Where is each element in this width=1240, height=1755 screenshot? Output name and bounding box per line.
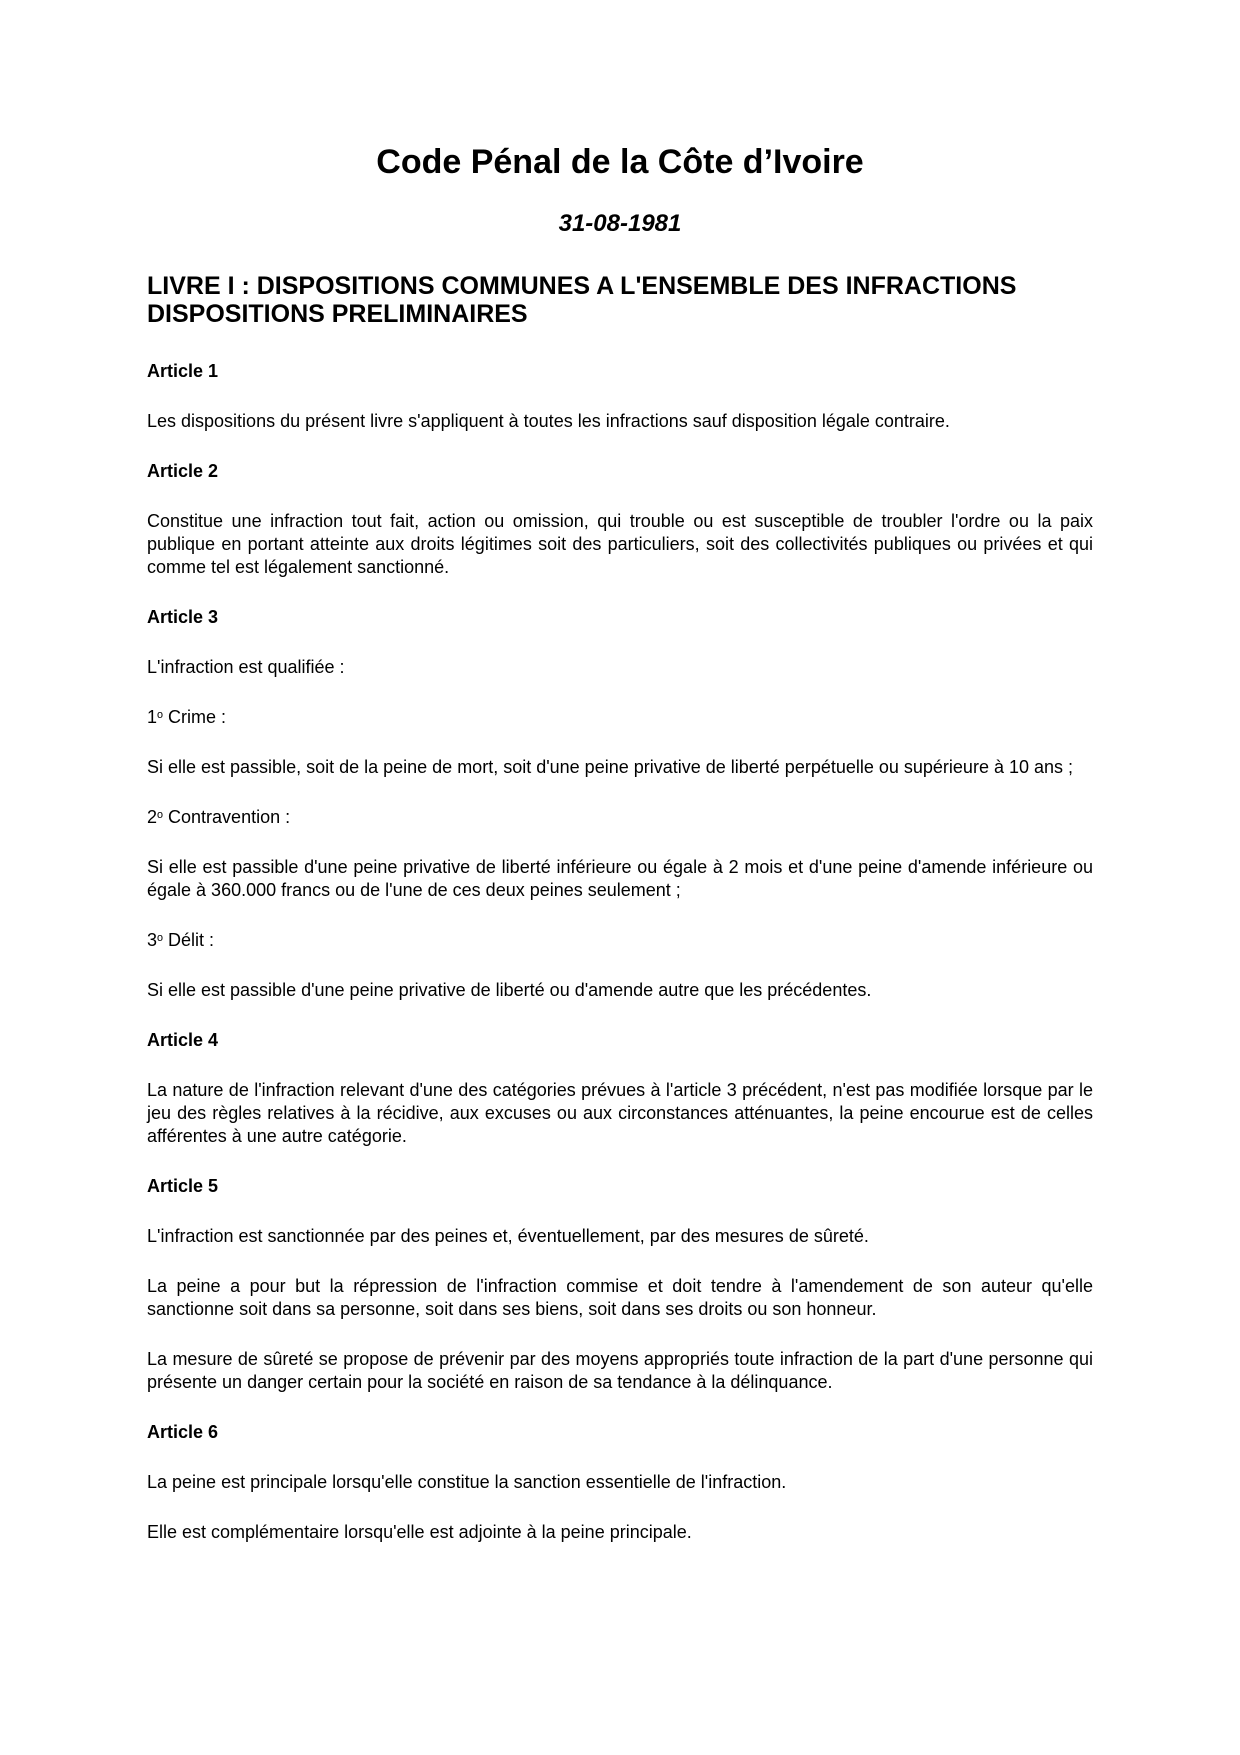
- article-5-paragraph-3: La mesure de sûreté se propose de prévenir par des moyens appropriés toute infraction de la part d'une personne qui présente un danger certain pour la société en raison de sa tendance à la délinquance.: [147, 1349, 1093, 1392]
- qualification-2-title: [147, 806, 1093, 829]
- article-3-heading: Article 3: [147, 607, 219, 627]
- qualification-1-title: [147, 706, 1093, 729]
- qualification-3-title: [147, 929, 1093, 952]
- article-3-intro: L'infraction est qualifiée :: [147, 657, 345, 677]
- book-heading-line1: LIVRE I : DISPOSITIONS COMMUNES A L'ENSEMBLE DES INFRACTIONS: [147, 272, 1017, 300]
- document-title: Code Pénal de la Côte d’Ivoire: [376, 143, 864, 181]
- article-1-heading: Article 1: [147, 361, 219, 381]
- qualification-3-number: 3: [147, 930, 158, 950]
- qualification-2-number: 2: [147, 807, 158, 827]
- qualification-3-label: Délit :: [163, 930, 215, 950]
- article-2-heading: Article 2: [147, 461, 219, 481]
- article-5-paragraph-1: L'infraction est sanctionnée par des peines et, éventuellement, par des mesures de sûreté.: [147, 1226, 869, 1246]
- qualification-3-body: Si elle est passible d'une peine privative de liberté ou d'amende autre que les précédentes.: [147, 980, 872, 1000]
- qualification-2-body: Si elle est passible d'une peine privative de liberté inférieure ou égale à 2 mois et d'une peine d'amende inférieure ou égale à 360.000 francs ou de l'une de ces deux peines seulement ;: [147, 857, 1093, 900]
- qualification-2-ordinal: o: [157, 809, 164, 822]
- qualification-1-label: Crime :: [163, 707, 227, 727]
- article-6-paragraph-1: La peine est principale lorsqu'elle constitue la sanction essentielle de l'infraction.: [147, 1472, 787, 1492]
- book-heading-line2: DISPOSITIONS PRELIMINAIRES: [147, 300, 528, 328]
- article-6-heading: Article 6: [147, 1422, 219, 1442]
- qualification-1-ordinal: o: [157, 709, 164, 722]
- qualification-1-number: 1: [147, 707, 158, 727]
- qualification-1-body: Si elle est passible, soit de la peine de mort, soit d'une peine privative de liberté perpétuelle ou supérieure à 10 ans ;: [147, 757, 1074, 777]
- document-date: 31-08-1981: [558, 210, 682, 237]
- article-5-paragraph-2: La peine a pour but la répression de l'infraction commise et doit tendre à l'amendement de son auteur qu'elle sanctionne soit dans sa personne, soit dans ses biens, soit dans ses droits ou son honneur.: [147, 1276, 1093, 1319]
- article-2-paragraph: Constitue une infraction tout fait, action ou omission, qui trouble ou est susceptible de troubler l'ordre ou la paix publique en portant atteinte aux droits légitimes soit des particuliers, soit des collectivités publiques ou privées et qui comme tel est légalement sanctionné.: [147, 511, 1093, 577]
- qualification-2-label: Contravention :: [163, 807, 291, 827]
- article-1-paragraph: Les dispositions du présent livre s'appliquent à toutes les infractions sauf disposition légale contraire.: [147, 411, 950, 431]
- book-heading: [147, 272, 1093, 328]
- article-4-heading: Article 4: [147, 1030, 219, 1050]
- article-5-heading: Article 5: [147, 1176, 219, 1196]
- article-4-paragraph: La nature de l'infraction relevant d'une des catégories prévues à l'article 3 précédent, n'est pas modifiée lorsque par le jeu des règles relatives à la récidive, aux excuses ou aux circonstances atténuantes, la peine encourue est de celles afférentes à une autre catégorie.: [147, 1080, 1093, 1146]
- qualification-3-ordinal: o: [157, 932, 164, 945]
- article-6-paragraph-2: Elle est complémentaire lorsqu'elle est adjointe à la peine principale.: [147, 1522, 692, 1542]
